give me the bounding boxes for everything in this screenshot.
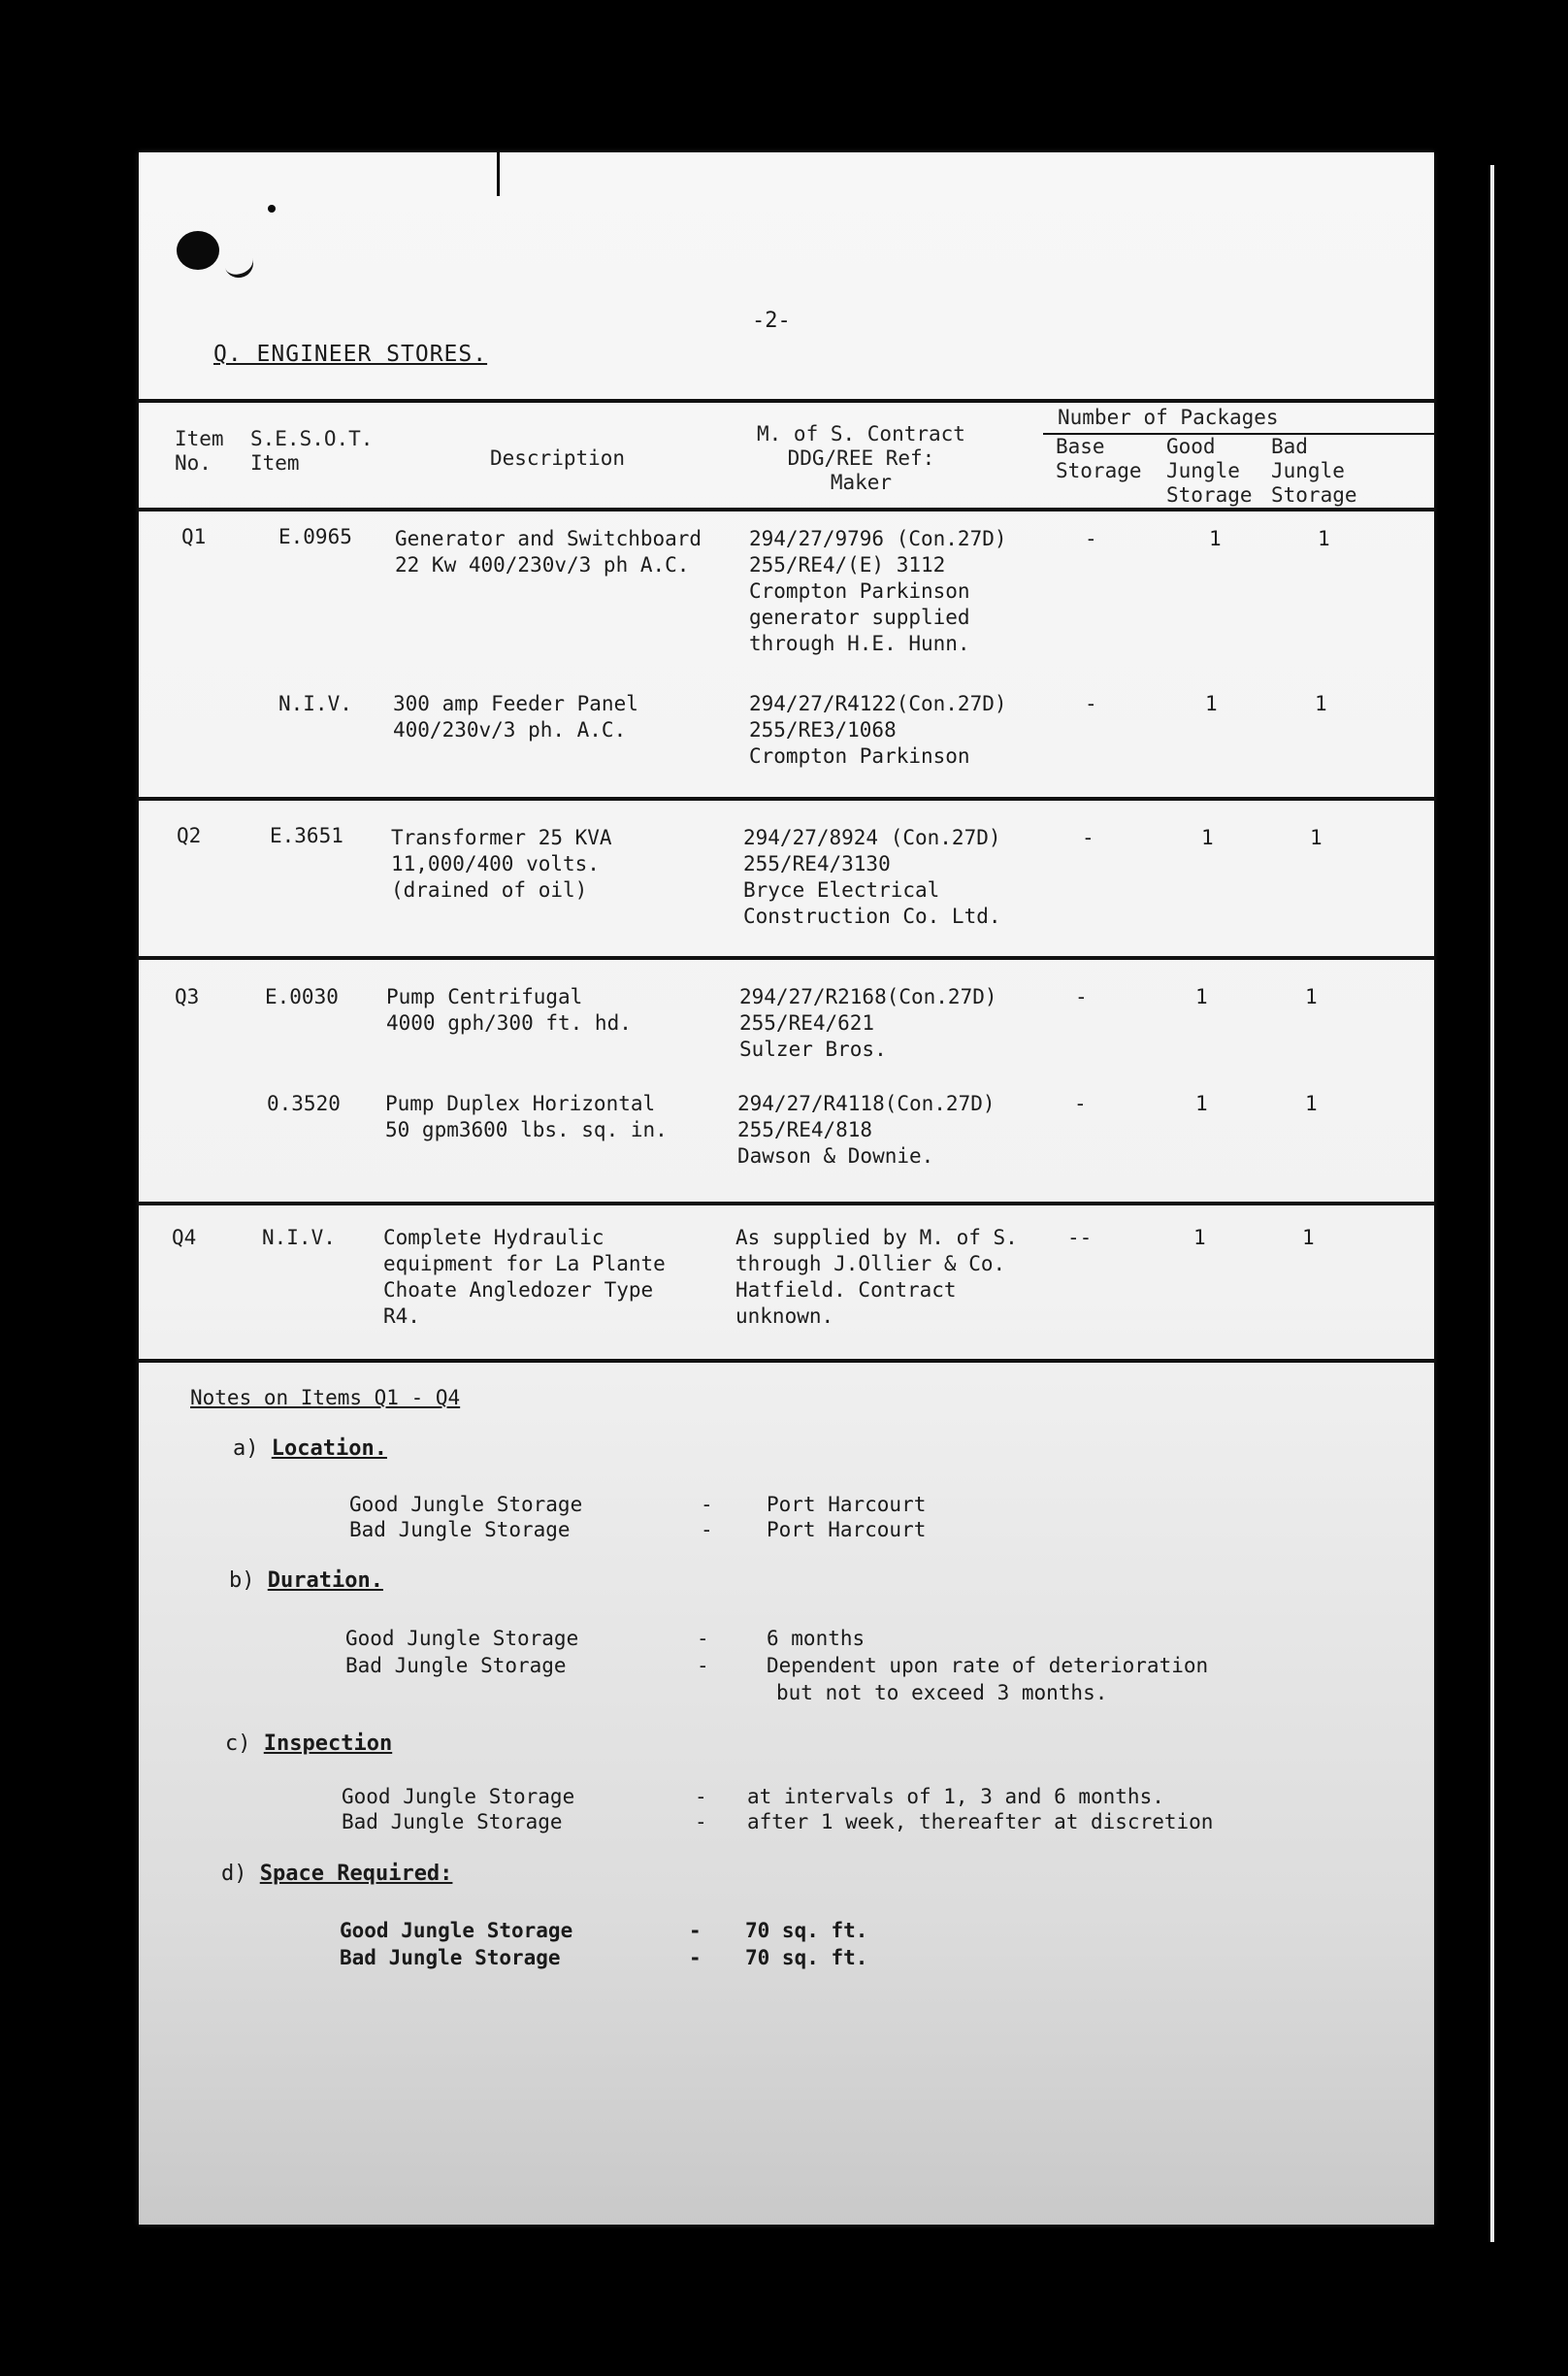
header-bottom-rule: [139, 508, 1434, 512]
note-heading-location: a) Location.: [233, 1436, 387, 1461]
table-cell-contract: As supplied by M. of S. through J.Ollier & Co. Hatfield. Contract unknown.: [735, 1226, 1018, 1328]
table-cell-contract: 294/27/R4122(Con.27D) 255/RE3/1068 Crompton Parkinson: [749, 692, 1007, 768]
table-cell-description: Complete Hydraulic equipment for La Plante Choate Angledozer Type R4.: [383, 1226, 666, 1328]
col-header-bad-jungle: Bad Jungle Storage: [1271, 435, 1357, 507]
row-rule-2: [139, 956, 1434, 960]
page-number: -2-: [752, 309, 791, 333]
table-cell-description: Transformer 25 KVA 11,000/400 volts. (drained of oil): [391, 826, 612, 902]
note-label: Bad Jungle Storage: [345, 1654, 567, 1677]
table-cell-bad: 1: [1318, 527, 1330, 550]
row-rule-3: [139, 1202, 1434, 1205]
table-cell-good: 1: [1205, 692, 1218, 715]
table-cell-bad: 1: [1305, 985, 1318, 1008]
section-title: Q. ENGINEER STORES.: [213, 342, 488, 367]
col-header-contract: M. of S. Contract DDG/REE Ref: Maker: [757, 422, 965, 494]
table-cell-good: 1: [1209, 527, 1222, 550]
notes-title: Notes on Items Q1 - Q4: [190, 1386, 461, 1409]
table-cell-base: -: [1085, 692, 1097, 715]
table-cell-item: Q2: [177, 824, 202, 847]
col-header-description: Description: [490, 446, 626, 470]
table-cell-good: 1: [1201, 826, 1214, 849]
table-cell-base: --: [1067, 1226, 1093, 1249]
table-bottom-rule: [139, 1359, 1434, 1363]
note-value: 70 sq. ft.: [745, 1919, 868, 1942]
table-cell-description: Generator and Switchboard 22 Kw 400/230v/3 ph A.C.: [395, 527, 702, 577]
table-cell-item: Q3: [175, 985, 200, 1008]
note-label: Bad Jungle Storage: [340, 1946, 561, 1969]
note-label: Good Jungle Storage: [342, 1785, 575, 1808]
row-rule-1: [139, 797, 1434, 801]
note-heading-inspection: c) Inspection: [225, 1732, 393, 1756]
table-cell-base: -: [1085, 527, 1097, 550]
note-value: Port Harcourt: [767, 1493, 927, 1516]
ink-blot: [177, 231, 219, 270]
note-dash: -: [701, 1493, 713, 1516]
note-dash: -: [701, 1518, 713, 1541]
note-dash: -: [697, 1654, 709, 1677]
table-cell-bad: 1: [1305, 1092, 1318, 1115]
table-cell-bad: 1: [1310, 826, 1323, 849]
table-top-rule: [139, 399, 1434, 403]
col-header-good-jungle: Good Jungle Storage: [1166, 435, 1253, 507]
note-value: Port Harcourt: [767, 1518, 927, 1541]
table-cell-contract: 294/27/9796 (Con.27D) 255/RE4/(E) 3112 Crompton Parkinson generator supplied through H.E. Hunn.: [749, 527, 1007, 655]
note-label: Bad Jungle Storage: [349, 1518, 571, 1541]
table-cell-base: -: [1082, 826, 1094, 849]
note-label: Good Jungle Storage: [349, 1493, 583, 1516]
note-dash: -: [695, 1810, 707, 1833]
note-dash: -: [697, 1627, 709, 1650]
note-dash: -: [695, 1785, 707, 1808]
note-label: Good Jungle Storage: [345, 1627, 579, 1650]
table-cell-sesot: 0.3520: [267, 1092, 341, 1115]
note-value: after 1 week, thereafter at discretion: [747, 1810, 1214, 1833]
note-value-continued: but not to exceed 3 months.: [776, 1681, 1108, 1704]
table-cell-sesot: E.0030: [265, 985, 339, 1008]
col-header-sesot: S.E.S.O.T. Item: [250, 427, 374, 475]
table-cell-base: -: [1075, 985, 1088, 1008]
table-cell-description: 300 amp Feeder Panel 400/230v/3 ph. A.C.: [393, 692, 638, 742]
table-cell-good: 1: [1193, 1226, 1206, 1249]
table-cell-bad: 1: [1302, 1226, 1315, 1249]
scan-mark: [497, 152, 500, 196]
table-cell-bad: 1: [1315, 692, 1327, 715]
col-header-item-no: Item No.: [175, 427, 224, 475]
table-cell-base: -: [1074, 1092, 1087, 1115]
note-heading-duration: b) Duration.: [229, 1568, 383, 1593]
ink-dot: [268, 205, 276, 213]
note-dash: -: [689, 1946, 702, 1969]
note-label: Good Jungle Storage: [340, 1919, 573, 1942]
table-cell-good: 1: [1195, 985, 1208, 1008]
note-value: 6 months: [767, 1627, 866, 1650]
table-cell-sesot: E.0965: [278, 525, 352, 548]
scan-edge-line: [1490, 165, 1494, 2242]
table-cell-item: Q4: [172, 1226, 197, 1249]
note-label: Bad Jungle Storage: [342, 1810, 563, 1833]
note-value: Dependent upon rate of deterioration: [767, 1654, 1209, 1677]
table-cell-item: Q1: [181, 525, 207, 548]
table-cell-sesot: N.I.V.: [262, 1226, 336, 1249]
table-cell-contract: 294/27/8924 (Con.27D) 255/RE4/3130 Bryce Electrical Construction Co. Ltd.: [743, 826, 1001, 928]
col-header-base-storage: Base Storage: [1056, 435, 1142, 482]
table-cell-description: Pump Duplex Horizontal 50 gpm3600 lbs. sq. in.: [385, 1092, 668, 1141]
table-cell-contract: 294/27/R2168(Con.27D) 255/RE4/621 Sulzer Bros.: [739, 985, 997, 1061]
group-header: Number of Packages: [1058, 406, 1279, 429]
note-heading-space-required: d) Space Required:: [221, 1862, 453, 1886]
note-dash: -: [689, 1919, 702, 1942]
table-cell-sesot: N.I.V.: [278, 692, 352, 715]
table-cell-description: Pump Centrifugal 4000 gph/300 ft. hd.: [386, 985, 632, 1035]
table-cell-contract: 294/27/R4118(Con.27D) 255/RE4/818 Dawson & Downie.: [737, 1092, 996, 1168]
table-cell-good: 1: [1195, 1092, 1208, 1115]
note-value: at intervals of 1, 3 and 6 months.: [747, 1785, 1164, 1808]
table-cell-sesot: E.3651: [270, 824, 343, 847]
note-value: 70 sq. ft.: [745, 1946, 868, 1969]
